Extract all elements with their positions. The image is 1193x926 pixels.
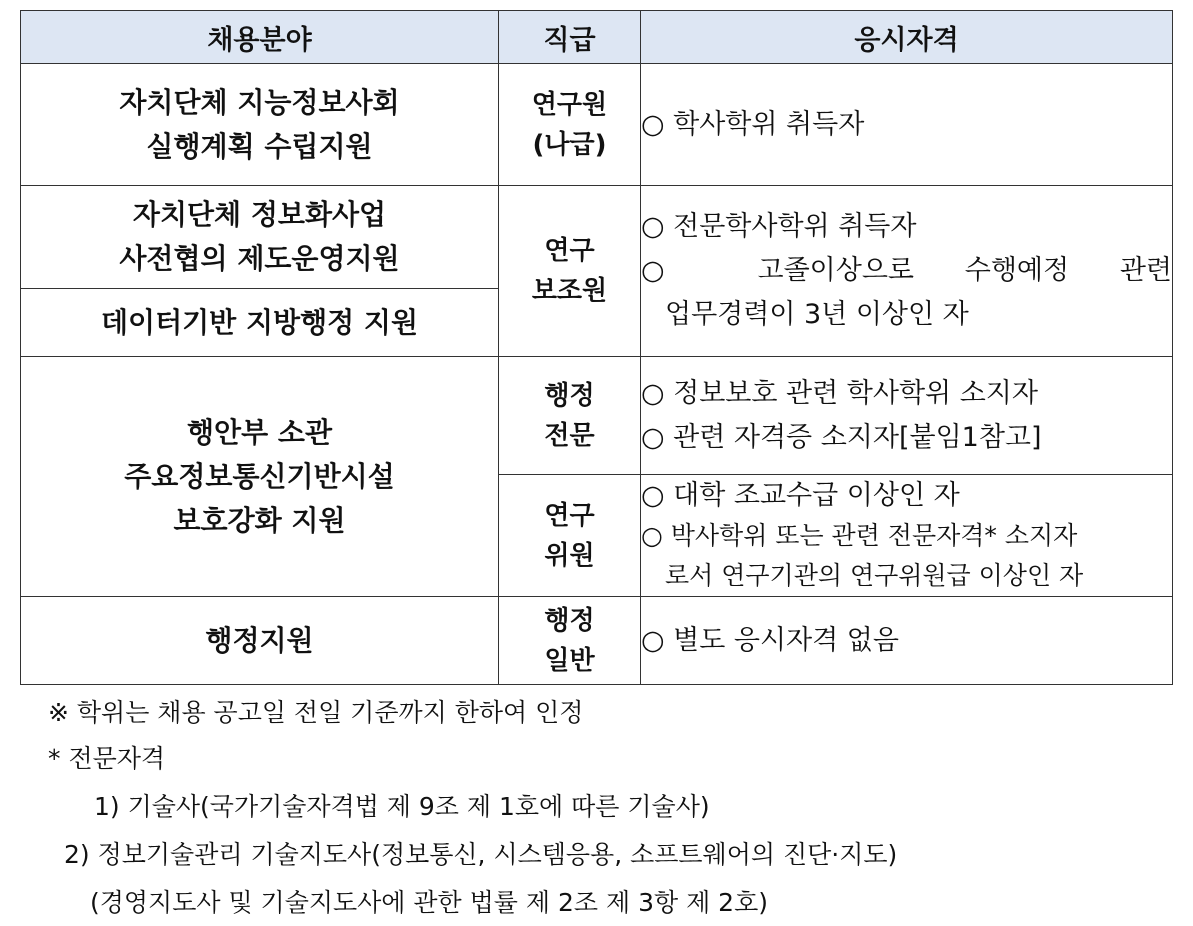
field-cell: 자치단체 지능정보사회 실행계획 수립지원 [21,64,499,186]
header-grade: 직급 [499,11,641,64]
field-cell: 행안부 소관 주요정보통신기반시설 보호강화 지원 [21,357,499,597]
grade-cell: 행정 전문 [499,357,641,475]
header-qualification: 응시자격 [641,11,1173,64]
table-row [21,597,1173,685]
grade-cell: 연구 보조원 [499,186,641,357]
table-row [21,186,1173,289]
qualification-note-item: 2) 정보기술관리 기술지도사(정보통신, 시스템응용, 소프트웨어의 진단·지도) [64,840,898,869]
qualification-cell: ○ 대학 조교수급 이상인 자 ○ 박사학위 또는 관련 전문자격* 소지자 로서 연구기관의 연구위원급 이상인 자 [641,475,1173,597]
qualification-note-item: 1) 기술사(국가기술자격법 제 9조 제 1호에 따른 기술사) [94,792,710,821]
degree-note: ※ 학위는 채용 공고일 전일 기준까지 한하여 인정 [48,698,584,727]
field-cell: 행정지원 [21,597,499,685]
qualification-cell: ○ 정보보호 관련 학사학위 소지자 ○ 관련 자격증 소지자[붙임1참고] [641,357,1173,475]
recruitment-table [20,10,1173,685]
table-row [21,64,1173,186]
field-cell: 데이터기반 지방행정 지원 [21,289,499,357]
table-row [21,357,1173,475]
grade-cell: 연구 위원 [499,475,641,597]
table-header-row [21,11,1173,64]
qualification-note-title: * 전문자격 [48,744,166,773]
grade-cell: 행정 일반 [499,597,641,685]
grade-cell: 연구원 (나급) [499,64,641,186]
header-field: 채용분야 [21,11,499,64]
qualification-note-item: (경영지도사 및 기술지도사에 관한 법률 제 2조 제 3항 제 2호) [90,888,768,917]
qualification-cell: ○ 전문학사학위 취득자 ○ 고졸이상으로 수행예정 관련 업무경력이 3년 이상인 자 [641,186,1173,357]
field-cell: 자치단체 정보화사업 사전협의 제도운영지원 [21,186,499,289]
qualification-cell: ○ 학사학위 취득자 [641,64,1173,186]
qualification-cell: ○ 별도 응시자격 없음 [641,597,1173,685]
